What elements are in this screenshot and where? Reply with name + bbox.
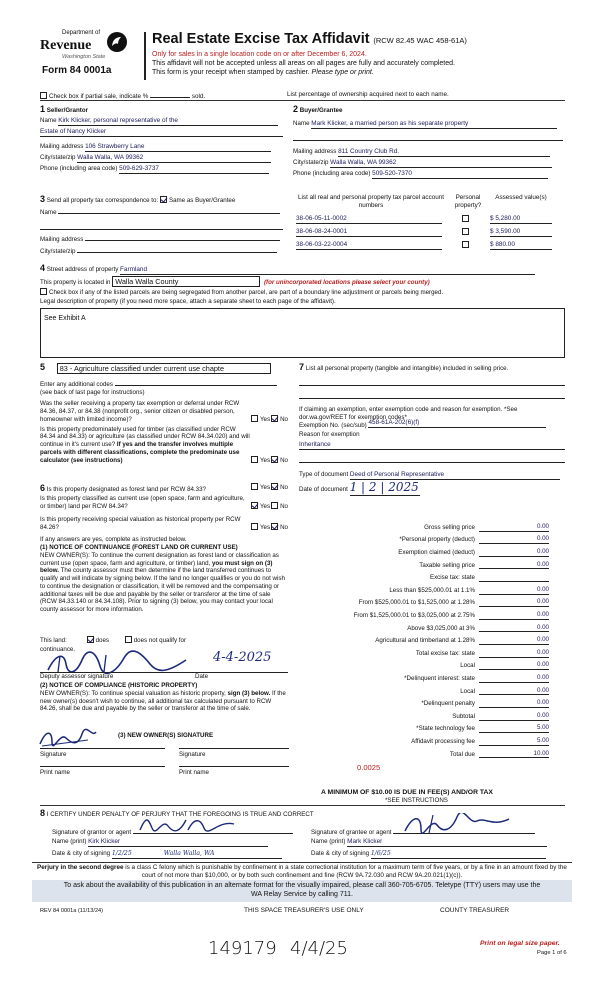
exempt-no-field[interactable]: 458-61A-202(6)(f) (368, 419, 546, 428)
see-instructions: *SEE INSTRUCTIONS (385, 797, 448, 804)
accessibility-text: To ask about the availability of this publication in an alternate format for the visually impaired, please call 360-705-6705. Teletype (TTY) users may use the WA Relay Service by calling 711. (63, 882, 541, 898)
title-citation: (RCW 82.45 WAC 458-61A) (373, 36, 467, 45)
tax-row (299, 708, 549, 721)
county-note: (for unincorporated locations please select your county) (263, 279, 430, 286)
grantor-date-label: Date & city of signing (52, 850, 111, 857)
current-use-yes-checkbox[interactable] (251, 502, 258, 509)
grantee-sig-label: Signature of grantee or agent (311, 829, 392, 836)
new-owner-sig-title: (3) NEW OWNER(S) SIGNATURE (118, 732, 214, 739)
q-forest: Is this property designated as forest land per RCW 84.33? (46, 486, 206, 493)
grantor-name-field[interactable]: Kirk Klicker (88, 838, 268, 847)
sec4-number: 4 (40, 263, 46, 273)
buyer-name-field[interactable]: Mark Klicker, a married person as his separate property (311, 120, 557, 129)
treasurer-stamp-number: 149179 (208, 938, 277, 959)
accessibility-bar (32, 880, 572, 902)
same-as-buyer-checkbox[interactable] (160, 196, 167, 203)
print-name-label-2: Print name (179, 769, 209, 776)
designation-section (40, 483, 288, 614)
tax-row (299, 645, 549, 658)
minimum-due-note: A MINIMUM OF $10.00 IS DUE IN FEE(S) AND/OR TAX (321, 789, 493, 796)
legal-label: Legal description of property (if you need more space, attach a separate sheet to each page of the affidavit). (40, 297, 336, 305)
forest-yes-checkbox[interactable] (251, 483, 258, 490)
q2-no-label: No (280, 456, 288, 464)
grantor-signature-scribble (138, 814, 238, 834)
does-not-qualify-checkbox[interactable] (125, 636, 132, 643)
forest-yes-label: Yes (259, 484, 271, 491)
seller-name-line-2[interactable]: Estate of Nancy Klicker (40, 128, 283, 137)
new-owner-sig-label-2: Signature (179, 751, 206, 758)
sec3-text: Send all property tax correspondence to: (46, 197, 159, 204)
logo-revenue: Revenue (40, 38, 92, 53)
tax-row-label: Total due (449, 750, 475, 758)
tax-row-label: Subtotal (452, 712, 475, 720)
grantee-signature[interactable] (393, 822, 535, 834)
boundary-label: Check box if any of the listed parcels are being segregated from another parcel, are part of a boundary line adjustment or parcels being merged. (49, 289, 444, 297)
this-land-label: This land: (40, 637, 67, 644)
notice-compliance-text-c: If the new owner(s) doesn't wish to continue, all additional tax calculated pursuant to RCW 84.26, shall be due and payable by the seller or transferor at the time of sale. (40, 689, 286, 713)
parcel-number[interactable]: 38-06-08-24-0001 (296, 228, 442, 237)
grantee-date-label: Date & city of signing (311, 850, 370, 857)
tax-row-label: From $1,525,000.01 to $3,025,000 at 2.75% (353, 612, 475, 619)
does-qualify-checkbox[interactable] (87, 636, 94, 643)
codes-sub: (see back of last page for instructions) (40, 388, 145, 396)
use-section (40, 362, 288, 464)
tax-row-value[interactable]: 0.00 (479, 649, 549, 658)
seller-mail-label: Mailing address (40, 143, 84, 151)
grantee-name-label: Name (print) (311, 838, 346, 845)
q2-yes-label: Yes (259, 456, 271, 464)
sec7-text: List all personal property (tangible and intangible) included in selling price. (305, 365, 509, 372)
notice-compliance-title: (2) NOTICE OF COMPLIANCE (HISTORIC PROPERTY) (40, 682, 198, 689)
sec6-number: 6 (40, 483, 46, 493)
assessed-value[interactable]: $ 880.00 (490, 241, 552, 250)
buyer-section-number: 2 (293, 104, 299, 114)
tax-row (299, 721, 549, 734)
grantor-date: 1/2/25 (111, 850, 132, 857)
q-historic: Is this property receiving special valuation as historical property per RCW 84.26? (40, 515, 241, 531)
buyer-title: Buyer/Grantee (299, 107, 343, 114)
county-select[interactable]: Walla Walla County (112, 276, 260, 287)
header-divider (144, 32, 146, 80)
tax-row-label: *State technology fee (416, 725, 475, 733)
historic-no-checkbox[interactable] (271, 523, 278, 530)
parcel-row (296, 215, 565, 224)
forest-no-label: No (280, 484, 288, 491)
grantor-city: Walla Walla, WA (163, 850, 215, 857)
legal-paper-note: Print on legal size paper. (480, 940, 560, 947)
use-code-select[interactable]: 83 - Agriculture classified under current use chapte (57, 363, 271, 374)
tax-row (299, 569, 549, 582)
seller-name-line-1[interactable]: Kirk Klicker, personal representative of the (58, 117, 278, 126)
same-as-buyer-label: Same as Buyer/Grantee (168, 197, 236, 204)
grantor-name-label: Name (print) (52, 838, 87, 845)
tax-row-label: Less than $525,000.01 at 1.1% (389, 586, 475, 594)
dor-logo (40, 30, 140, 80)
sec3-name-label: Name (40, 209, 57, 217)
q1-no-checkbox[interactable] (271, 415, 278, 422)
seller-name-label: Name (40, 117, 57, 125)
boundary-checkbox[interactable] (40, 288, 47, 295)
q2-yes-checkbox[interactable] (251, 456, 258, 463)
grantor-sig-label: Signature of grantor or agent (52, 829, 132, 836)
buyer-city-field[interactable]: Walla Walla, WA 99362 (330, 159, 552, 168)
buyer-name-label: Name (293, 120, 310, 128)
buyer-phone-field[interactable]: 509-520-7370 (372, 170, 548, 179)
sec3-name-field[interactable] (58, 213, 280, 214)
page-title: Real Estate Excise Tax Affidavit (152, 31, 370, 47)
notice-compliance (40, 682, 288, 713)
personal-col-header: Personal property? (454, 194, 482, 209)
county-treasurer-label: COUNTY TREASURER (440, 907, 510, 914)
tax-row-value[interactable]: 0.00 (479, 712, 549, 721)
doc-date-label: Date of document (299, 485, 348, 493)
sec3-city-label: City/state/zip (40, 247, 76, 255)
tax-calculation-table (299, 519, 549, 758)
tax-row (299, 544, 549, 557)
personal-property-section (299, 362, 565, 496)
tax-row-label: Agricultural and timberland at 1.28% (375, 637, 475, 645)
seller-section (40, 104, 285, 174)
seller-section-number: 1 (40, 104, 46, 114)
logo-swirl-icon (106, 31, 128, 53)
assessor-date-label: Date (195, 673, 209, 680)
parcel-col-header: List all real and personal property tax parcel account numbers (298, 194, 444, 209)
street-label: Street address of property (46, 266, 119, 273)
seller-mail-field[interactable]: 106 Strawberry Lane (85, 143, 271, 152)
exempt-no-label: Exemption No. (sec/sub) (299, 421, 367, 429)
legal-description-field[interactable] (40, 308, 565, 358)
header-note-3: This form is your receipt when stamped by cashier. (152, 68, 310, 76)
street-field[interactable]: Farmland (120, 266, 535, 275)
tax-row-label: From $525,000.01 to $1,525,000 at 1.28% (358, 599, 475, 607)
notice-continuance-text-b: you must sign on (3) below. (40, 559, 273, 575)
grantee-name-field[interactable]: Mark Klicker (347, 838, 547, 847)
if-yes-note: If any answers are yes, complete as instructed below. (40, 536, 187, 544)
form-number: Form 84 0001a (42, 65, 112, 76)
historic-yes-label: Yes (259, 523, 271, 531)
q-timber-bold: If yes and the transfer involves multiple parcels with different classifications, complete the predominate use calculator (see instructions) (40, 441, 240, 464)
parcel-number[interactable]: 38-06-03-22-0004 (296, 241, 442, 250)
sec5-number: 5 (40, 362, 46, 372)
reason-label: Reason for exemption (299, 430, 360, 438)
tax-row-label: Excise tax: state (429, 574, 475, 582)
tax-row-value[interactable]: 0.00 (479, 523, 549, 532)
codes-label: Enter any additional codes (40, 380, 113, 388)
certify-text: I CERTIFY UNDER PENALTY OF PERJURY THAT THE FOREGOING IS TRUE AND CORRECT (46, 811, 314, 818)
grantor-signature[interactable] (133, 822, 293, 834)
notice-continuance-text-c: The county assessor must then determine if the land transferred continues to qualify and will indicate by signing below. If the land no longer qualifies or you do not wish to continue the designation or classification, it will be removed and the compensating or additional taxes will be due and payable by the seller or transferor at the time of sale (RCW 84.33.140 or 84.34.108). Prior to signing (3) below, you may contact your local county assessor for more information. (40, 567, 285, 613)
buyer-phone-label: Phone (including area code) (293, 170, 371, 178)
sec3-number: 3 (40, 194, 46, 204)
logo-dept: Department of (62, 30, 101, 36)
tax-row-label: Affidavit processing fee (411, 737, 475, 745)
tax-row-label: Total excise tax: state (415, 649, 475, 657)
doc-type-field[interactable]: Deed of Personal Representative (350, 471, 560, 480)
buyer-section (293, 104, 565, 179)
tax-row (299, 746, 549, 759)
header-note-2: This affidavit will not be accepted unless all areas on all pages are fully and accurately completed. (152, 59, 455, 67)
tax-row-label: Gross selling price (424, 523, 475, 531)
revision-label: REV 84 0001a (11/13/24) (40, 908, 104, 914)
new-owner-signature-scribble (38, 728, 98, 748)
tax-row-label: Local (460, 662, 475, 670)
historic-no-label: No (280, 523, 288, 531)
current-use-no-checkbox[interactable] (271, 502, 278, 509)
grantee-date-field[interactable]: 1/6/25 (371, 850, 546, 859)
logo-state: Washington State (62, 54, 106, 60)
sec3-city-field[interactable] (77, 252, 277, 253)
tax-row-label: *Personal property (deduct) (399, 536, 475, 544)
tax-row-value[interactable]: 0.00 (479, 611, 549, 620)
q1-yes-label: Yes (259, 415, 271, 423)
notice-compliance-text-a: NEW OWNER(S): To continue special valuation as historic property, (40, 689, 226, 697)
tax-row-label: Taxable selling price (419, 561, 475, 569)
treasurer-stamp-date: 4/4/25 (290, 938, 348, 959)
tax-row (299, 658, 549, 671)
assessed-value[interactable]: $ 3,590.00 (490, 228, 552, 237)
legal-description-text: See Exhibit A (44, 314, 86, 322)
tax-row (299, 695, 549, 708)
tax-row (299, 632, 549, 645)
tax-row (299, 519, 549, 532)
buyer-city-label: City/state/zip (293, 159, 329, 167)
reason-field[interactable]: Inheritance (299, 441, 565, 450)
assessed-value[interactable]: $ 5,280.00 (490, 215, 552, 224)
tax-row-value[interactable]: 0.00 (479, 598, 549, 607)
tax-row-label: Above $3,025,000 at 3% (407, 624, 475, 632)
parcel-number[interactable]: 38-06-05-11-0002 (296, 215, 442, 224)
notice-continuance-title: (1) NOTICE OF CONTINUANCE (FOREST LAND OR CURRENT USE) (40, 544, 238, 551)
seller-phone-field[interactable]: 509-629-3737 (119, 165, 269, 174)
grantor-date-field[interactable] (112, 850, 282, 859)
personal-property-checkbox[interactable] (462, 215, 469, 222)
tax-row-value[interactable]: 0.00 (479, 699, 549, 708)
does-not-label: does not qualify for (133, 637, 187, 644)
tax-row-label: *Delinquent interest: state (404, 674, 475, 682)
assessor-date[interactable]: 4-4-2025 (213, 650, 272, 665)
parcel-row (296, 228, 565, 237)
tax-row-value[interactable]: 5.00 (479, 737, 549, 746)
does-label: does (95, 637, 109, 644)
local-rate: 0.0025 (357, 763, 381, 772)
located-label: This property is located in (40, 279, 111, 286)
seller-phone-label: Phone (including area code) (40, 165, 118, 173)
tax-row (299, 620, 549, 633)
exempt-text: If claiming an exemption, enter exemption code and reason for exemption. *See dor.wa.gov/REET for exemption codes* (299, 406, 518, 421)
tax-row-value[interactable]: 0.00 (479, 636, 549, 645)
notice-compliance-text-b: sign (3) below. (227, 689, 271, 697)
property-section (40, 263, 565, 358)
sec3-mail-label: Mailing address (40, 236, 84, 243)
tax-row-value[interactable]: 0.00 (479, 661, 549, 670)
q-exemption: Was the seller receiving a property tax exemption or deferral under RCW 84.36, 84.37, or 84.38 (nonprofit org., senior citizen or disabled person, homeowner with limited income)? (40, 400, 240, 423)
tax-row-value[interactable]: 0.00 (479, 624, 549, 633)
tax-row-value[interactable]: 0.00 (479, 561, 549, 570)
tax-row-value[interactable] (479, 575, 549, 582)
continuance-label: continuance. (40, 646, 76, 653)
seller-city-label: City/state/zip (40, 154, 76, 162)
new-owner-sig-label-1: Signature (40, 751, 67, 758)
doc-date-field[interactable]: 1 | 2 | 2025 (349, 479, 419, 494)
page-number: Page 1 of 6 (537, 950, 567, 956)
q1-yes-checkbox[interactable] (251, 415, 258, 422)
current-use-no-label: No (280, 503, 288, 510)
perjury-notice (32, 864, 572, 879)
current-use-yes-label: Yes (259, 503, 271, 510)
tax-row-value[interactable]: 5.00 (479, 724, 549, 733)
forest-no-checkbox[interactable] (271, 483, 278, 490)
buyer-mail-field[interactable]: 811 Country Club Rd. (338, 148, 550, 157)
sec7-number: 7 (299, 362, 305, 372)
seller-city-field[interactable]: Walla Walla, WA 99362 (77, 154, 271, 163)
tax-row (299, 532, 549, 545)
sec8-number: 8 (40, 808, 46, 818)
buyer-mail-label: Mailing address (293, 148, 337, 156)
parcel-table (296, 194, 565, 250)
perjury-bold: Perjury in the second degree (37, 864, 124, 871)
partial-percent-field[interactable] (150, 91, 190, 98)
assessor-sig-label: Deputy assessor signature (40, 673, 114, 680)
sec3-mail-field[interactable] (85, 240, 280, 241)
personal-property-checkbox[interactable] (462, 228, 469, 235)
tax-row-value[interactable]: 10.00 (479, 750, 549, 759)
correspondence-section (40, 194, 285, 256)
parcel-row (296, 241, 565, 250)
partial-sold-label: sold. (191, 93, 206, 100)
historic-yes-checkbox[interactable] (251, 523, 258, 530)
seller-title: Seller/Grantor (46, 107, 89, 114)
perjury-text: is a class C felony which is punishable by confinement in a state correctional institution for a maximum term of five years, or by a fine in an amount fixed by the court of not more than $10,000, or by both such confinement and fine (RCW 9A.72.030 and RCW 9A.20.021(1)(c)). (125, 864, 567, 879)
tax-row-label: Exemption claimed (deduct) (398, 549, 475, 557)
codes-field[interactable] (115, 385, 277, 386)
tax-row (299, 595, 549, 608)
tax-row-label: *Delinquent penalty (421, 700, 475, 708)
tax-row-value[interactable]: 0.00 (479, 586, 549, 595)
tax-row (299, 733, 549, 746)
grantee-signature-scribble (403, 813, 513, 835)
q2-no-checkbox[interactable] (271, 456, 278, 463)
tax-row-value[interactable]: 0.00 (479, 674, 549, 683)
notice-continuance-text-a: NEW OWNER(S): To continue the current designation as forest land or classification as current use (open space, farm and agriculture, or timber) land, (40, 551, 279, 567)
personal-property-checkbox[interactable] (462, 241, 469, 248)
tax-row (299, 670, 549, 683)
partial-sale-label: Check box if partial sale, indicate % (49, 93, 149, 100)
print-name-label-1: Print name (40, 769, 70, 776)
assessed-col-header: Assessed value(s) (495, 194, 547, 201)
ownership-note: List percentage of ownership acquired next to each name. (287, 91, 449, 98)
partial-sale-checkbox[interactable] (40, 92, 47, 99)
tax-row (299, 683, 549, 696)
doc-type-label: Type of document (299, 470, 349, 478)
header-note-1: Only for sales in a single location code on or after December 6, 2024. (152, 51, 367, 59)
q-timber: Is this property predominately used for timber (as classified under RCW 84.34 and 84.33) or agriculture (as classified under RCW 84.34.020) and will continue in it's current use? (40, 425, 250, 449)
treasurer-space-label: THIS SPACE TREASURER'S USE ONLY (244, 907, 364, 914)
q1-no-label: No (280, 415, 288, 423)
tax-row-value[interactable]: 0.00 (479, 548, 549, 557)
tax-row-value[interactable]: 0.00 (479, 687, 549, 696)
tax-row-label: Local (460, 687, 475, 695)
tax-row-value[interactable]: 0.00 (479, 535, 549, 544)
header-note-3-em: Please type or print. (311, 68, 374, 76)
tax-row (299, 607, 549, 620)
tax-row (299, 582, 549, 595)
tax-row (299, 557, 549, 570)
q-current-use: Is this property classified as current use (open space, farm and agriculture, or timber) land per RCW 84.34? (40, 495, 245, 510)
